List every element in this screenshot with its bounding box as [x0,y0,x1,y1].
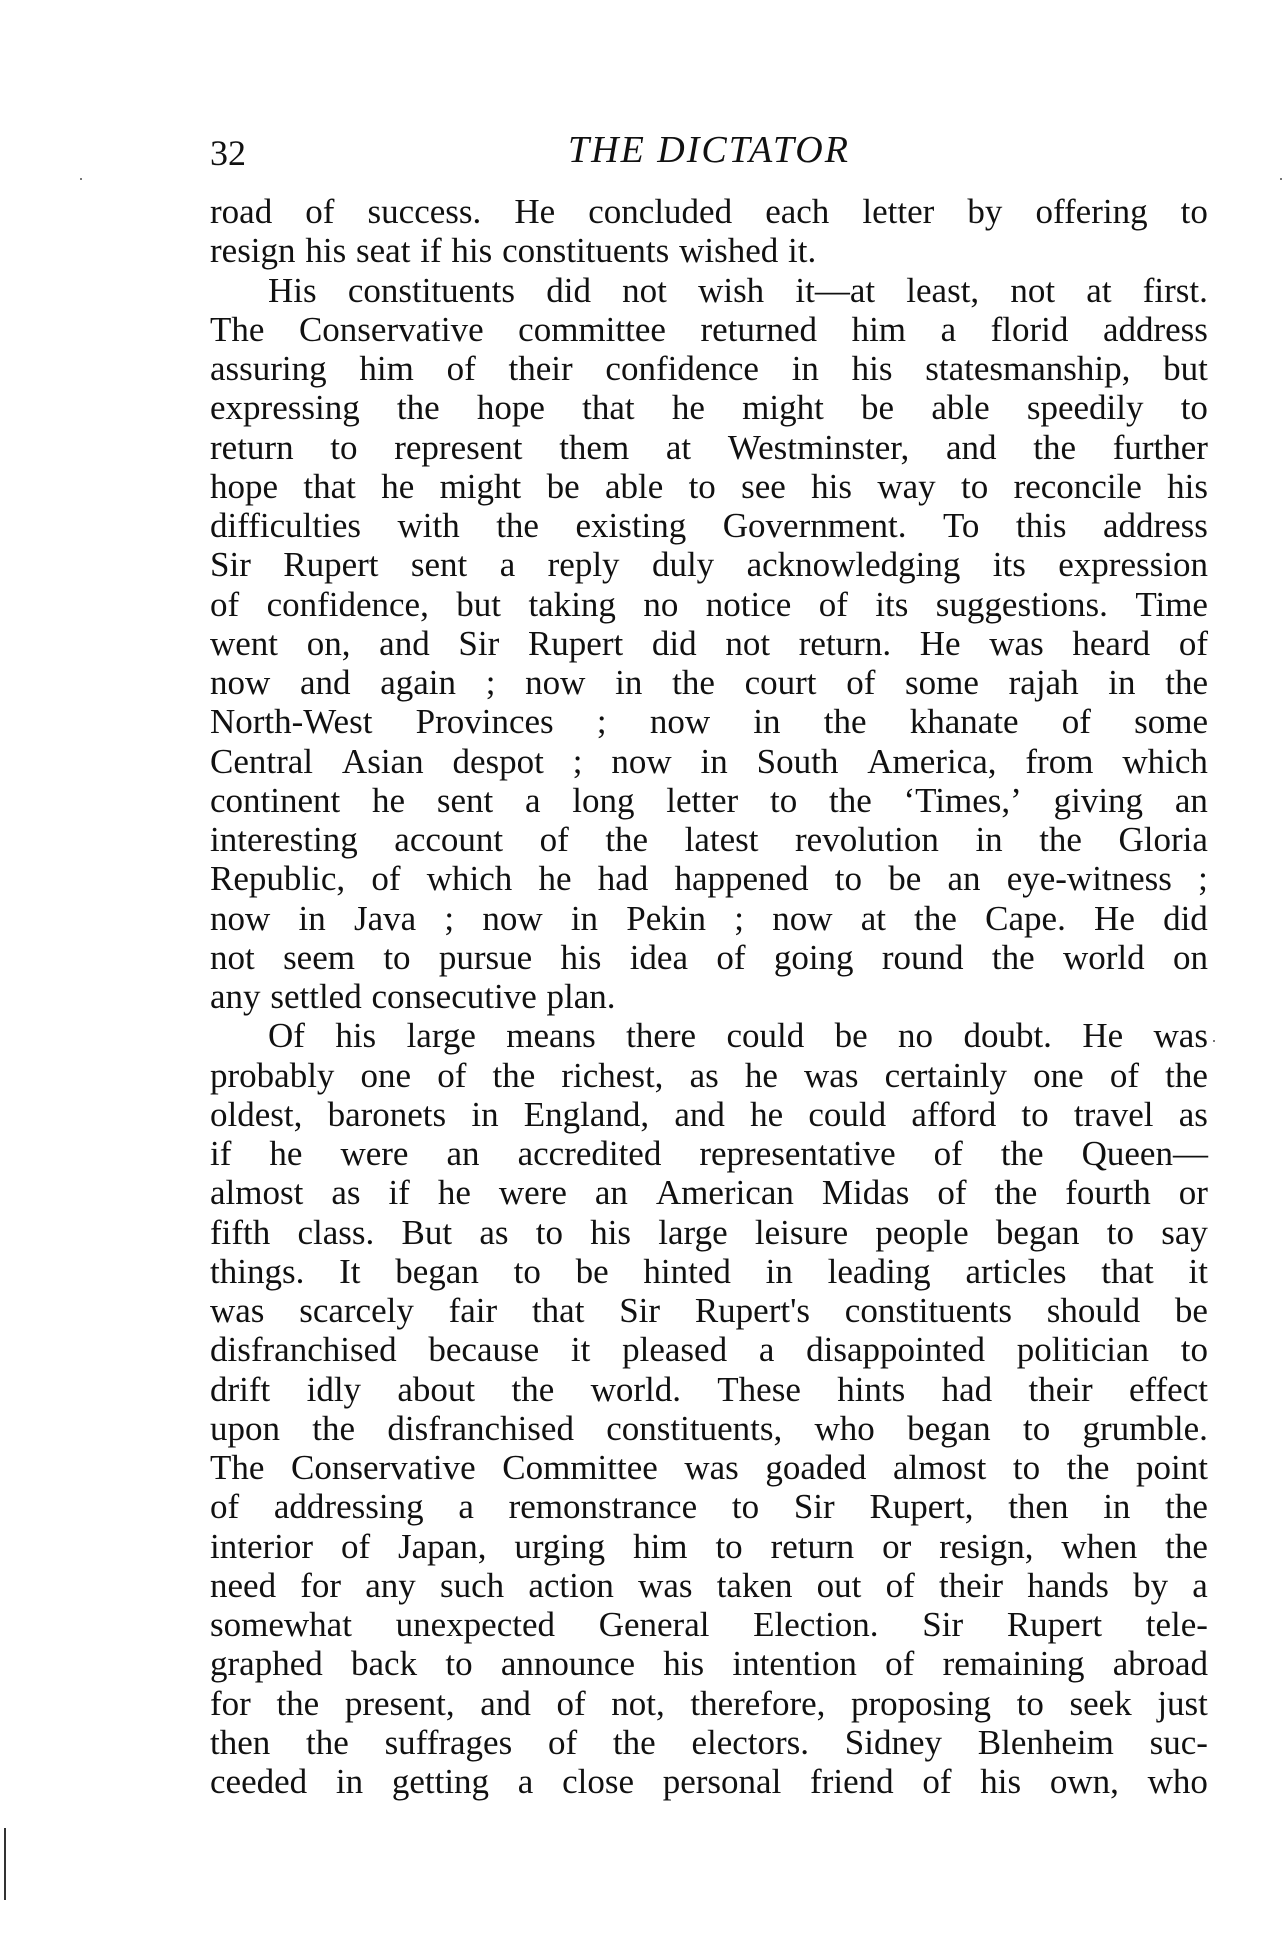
text-line: resign his seat if his constituents wished it. [210,231,817,271]
text-line: oldest, baronets in England, and he could afford to travel as [210,1094,1208,1134]
text-line: road of success. He concluded each letter by offering to [210,192,1208,231]
text-line: drift idly about the world. These hints had their effect [210,1369,1208,1409]
text-line: things. It began to be hinted in leading articles that it [210,1251,1208,1291]
text-line: Republic, of which he had happened to be an eye-witness ; [210,859,1208,899]
text-line: assuring him of their confidence in his statesmanship, but [210,349,1208,388]
text-line: return to represent them at Westminster, and the further [210,427,1208,467]
text-line: hope that he might be able to see his way to reconcile his [210,466,1208,506]
text-line: was scarcely fair that Sir Rupert's constituents should be [210,1291,1208,1330]
text-line: probably one of the richest, as he was certainly one of the [210,1055,1208,1095]
text-line: interesting account of the latest revolution in the Gloria [210,820,1208,859]
text-line: expressing the hope that he might be able speedily to [210,388,1208,428]
text-line: disfranchised because it pleased a disappointed politician to [210,1330,1208,1370]
text-line: of addressing a remonstrance to Sir Rupert, then in the [210,1487,1208,1527]
running-title: THE DICTATOR [568,129,850,171]
text-line: for the present, and of not, therefore, proposing to seek just [210,1683,1208,1723]
body-text [210,192,1208,1801]
text-line: The Conservative committee returned him a florid address [210,309,1208,349]
page-number: 32 [210,133,246,173]
text-line: The Conservative Committee was goaded almost to the point [210,1448,1208,1487]
text-line: need for any such action was taken out of their hands by a [210,1565,1208,1605]
text-line: interior of Japan, urging him to return or resign, when the [210,1526,1208,1566]
text-line: almost as if he were an American Midas of the fourth or [210,1173,1208,1213]
text-line: then the suffrages of the electors. Sidney Blenheim suc- [210,1722,1208,1762]
text-line: Of his large means there could be no doubt. He was [268,1016,1208,1056]
text-line: now in Java ; now in Pekin ; now at the Cape. He did [210,898,1208,938]
scan-speck [1213,1040,1215,1042]
page-header [210,128,1208,178]
text-line: difficulties with the existing Government. To this address [210,506,1208,545]
text-line: continent he sent a long letter to the ‘Times,’ giving an [210,780,1208,820]
text-line: Sir Rupert sent a reply duly acknowledging its expression [210,545,1208,585]
text-line: North-West Provinces ; now in the khanate of some [210,702,1208,742]
text-line: somewhat unexpected General Election. Sir Rupert tele- [210,1605,1208,1644]
text-line: ceeded in getting a close personal friend of his own, who [210,1762,1208,1801]
scan-speck [1280,178,1282,180]
scan-speck [80,178,82,180]
text-line: of confidence, but taking no notice of its suggestions. Time [210,584,1208,624]
text-line: went on, and Sir Rupert did not return. He was heard of [210,623,1208,663]
scan-margin-mark [4,1828,6,1900]
text-line: if he were an accredited representative of the Queen— [210,1134,1208,1173]
text-line: His constituents did not wish it—at least, not at first. [268,270,1208,310]
text-line: Central Asian despot ; now in South America, from which [210,741,1208,781]
text-line: now and again ; now in the court of some rajah in the [210,663,1208,702]
text-line: upon the disfranchised constituents, who began to grumble. [210,1408,1208,1448]
text-line: any settled consecutive plan. [210,977,616,1016]
text-line: fifth class. But as to his large leisure people began to say [210,1212,1208,1252]
text-line: not seem to pursue his idea of going round the world on [210,937,1208,977]
text-line: graphed back to announce his intention of remaining abroad [210,1644,1208,1684]
